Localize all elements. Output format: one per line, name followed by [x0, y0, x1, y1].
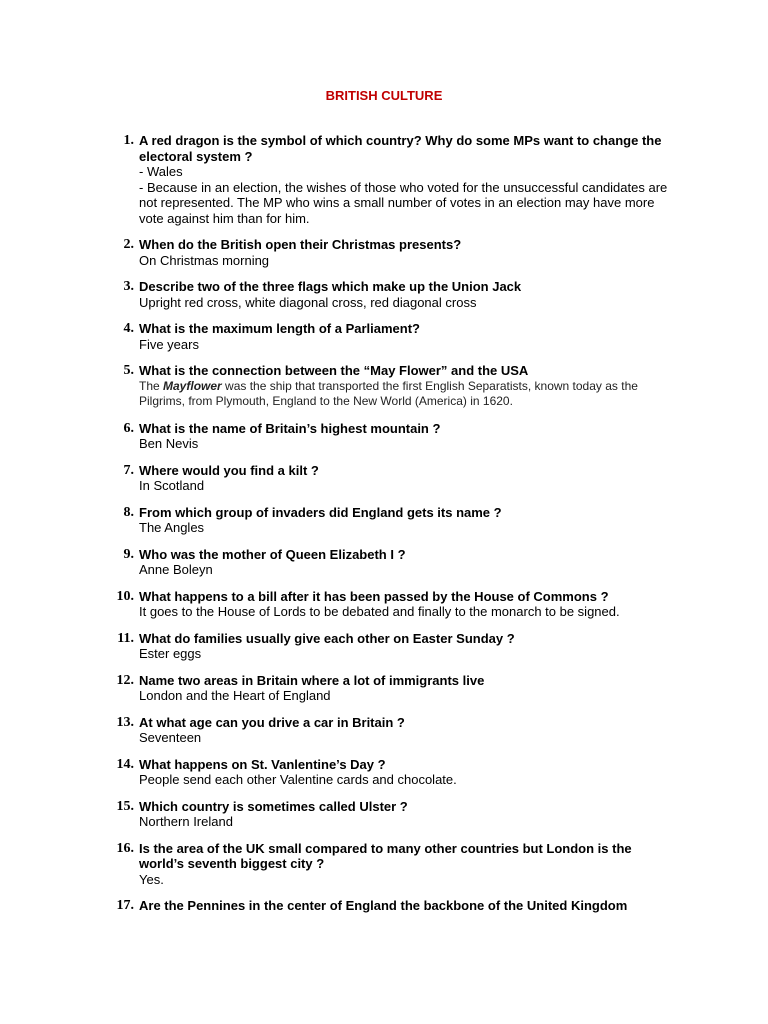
question-number: 9. — [123, 546, 134, 562]
answer-text: Yes. — [139, 871, 164, 887]
answer-text — [139, 379, 678, 410]
question-number: 1. — [123, 133, 134, 148]
question-list — [0, 133, 768, 925]
question-item-9 — [0, 547, 768, 578]
question-number: 2. — [123, 237, 134, 252]
answer-text: On Christmas morning — [139, 252, 270, 268]
question-number: 12. — [116, 672, 134, 688]
question-text: From which group of invaders did England gets its name ? — [139, 504, 502, 520]
answer-text: Anne Boleyn — [139, 562, 213, 577]
question-number: 14. — [116, 756, 134, 772]
question-text: What is the connection between the “May Flower” and the USA — [139, 363, 529, 378]
answer-suffix: was the ship that transported the first English Separatists, known today as the Pilgrims, from Plymouth, England to the New World (America) in 1620. — [139, 378, 638, 408]
answer-text: People send each other Valentine cards and chocolate. — [139, 772, 457, 787]
answer-text: Upright red cross, white diagonal cross, red diagonal cross — [139, 294, 477, 310]
question-item-17 — [0, 898, 768, 914]
question-item-12 — [0, 673, 768, 704]
question-text: A red dragon is the symbol of which country? Why do some MPs want to change the electoral system ? — [139, 133, 662, 164]
question-item-6 — [0, 421, 768, 452]
question-item-16 — [0, 841, 768, 888]
question-item-4 — [0, 321, 768, 352]
answer-text: Seventeen — [139, 730, 202, 745]
answer-text: Five years — [139, 336, 199, 352]
answer-prefix: The — [139, 378, 164, 393]
question-item-15 — [0, 799, 768, 830]
question-text: Name two areas in Britain where a lot of immigrants live — [139, 672, 485, 688]
question-number: 4. — [123, 321, 134, 336]
question-item-2 — [0, 237, 768, 268]
question-number: 16. — [116, 840, 134, 856]
question-item-10 — [0, 589, 768, 620]
question-text: Who was the mother of Queen Elizabeth I ? — [139, 546, 406, 562]
answer-text: The Angles — [139, 520, 205, 535]
answer-text: It goes to the House of Lords to be debated and finally to the monarch to be signed. — [139, 604, 620, 619]
question-text: Are the Pennines in the center of England the backbone of the United Kingdom — [139, 898, 628, 913]
question-item-8 — [0, 505, 768, 536]
question-text: When do the British open their Christmas presents? — [139, 237, 462, 252]
question-number: 17. — [116, 898, 134, 913]
question-number: 13. — [116, 714, 134, 730]
question-text: What happens to a bill after it has been passed by the House of Commons ? — [139, 588, 609, 604]
question-text: At what age can you drive a car in Britain ? — [139, 714, 405, 730]
question-text: Is the area of the UK small compared to many other countries but London is the world’s seventh biggest city ? — [139, 840, 632, 871]
question-item-11 — [0, 631, 768, 662]
answer-text: - Wales — [139, 164, 183, 179]
document-title: BRITISH CULTURE — [325, 88, 443, 103]
answer-emphasis: Mayflower — [163, 378, 222, 393]
question-number: 11. — [117, 630, 134, 646]
question-text: What do families usually give each other on Easter Sunday ? — [139, 630, 515, 646]
question-item-3 — [0, 279, 768, 310]
question-number: 6. — [123, 420, 134, 436]
answer-text: London and the Heart of England — [139, 688, 331, 703]
question-item-5 — [0, 363, 768, 410]
question-text: Describe two of the three flags which make up the Union Jack — [139, 279, 522, 294]
question-number: 8. — [123, 504, 134, 520]
question-text: What happens on St. Vanlentine’s Day ? — [139, 756, 386, 772]
answer-text: Ester eggs — [139, 646, 202, 661]
question-text: Which country is sometimes called Ulster ? — [139, 798, 408, 814]
question-text: What is the maximum length of a Parliament? — [139, 321, 420, 336]
question-text: What is the name of Britain’s highest mountain ? — [139, 420, 441, 436]
question-number: 15. — [116, 798, 134, 814]
question-number: 5. — [123, 363, 134, 378]
question-number: 10. — [116, 588, 134, 604]
question-item-7 — [0, 463, 768, 494]
answer-text: Northern Ireland — [139, 814, 233, 829]
question-number: 7. — [123, 462, 134, 478]
question-item-13 — [0, 715, 768, 746]
question-item-14 — [0, 757, 768, 788]
answer-text: In Scotland — [139, 478, 205, 493]
question-text: Where would you find a kilt ? — [139, 462, 319, 478]
question-item-1 — [0, 133, 768, 226]
answer-text: Ben Nevis — [139, 436, 199, 451]
question-number: 3. — [123, 279, 134, 294]
answer-text: - Because in an election, the wishes of those who voted for the unsuccessful candidates are not represented. The MP who wins a small number of votes in an election may have more vote against him than for him. — [139, 179, 668, 226]
